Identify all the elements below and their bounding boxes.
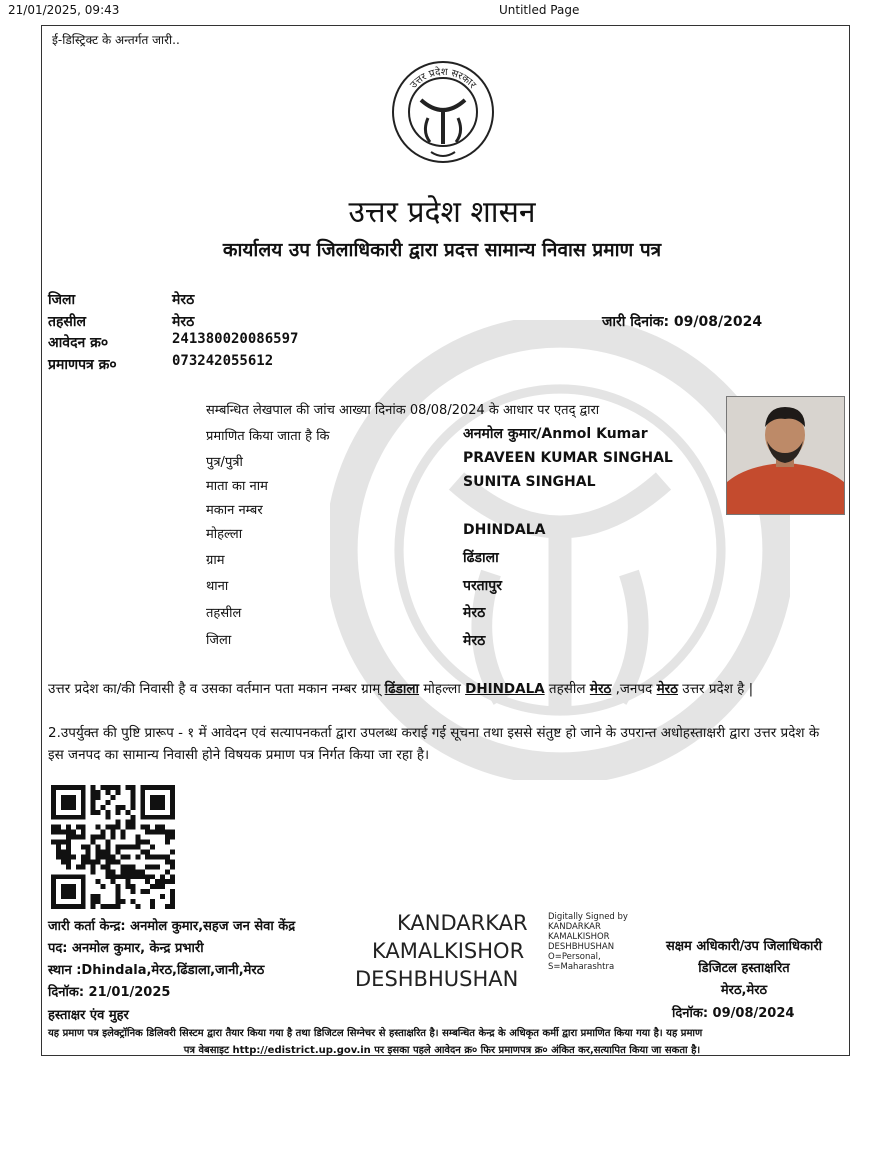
detail-value-mother: SUNITA SINGHAL xyxy=(463,474,596,490)
detail-label: जिला xyxy=(206,633,232,648)
verification-note-line1: यह प्रमाण पत्र इलेक्ट्रॉनिक डिलिवरी सिस्टम द्वारा तैयार किया गया है तथा डिजिटल सिग्नेचर से हस्ताक्षरित है। सम्बन्धित केन्द्र के अधिकृत कर्मी द्वारा प्रमाणित किया गया है। यह प्रमाण xyxy=(48,1028,703,1039)
certificate-subtitle: कार्यालय उप जिलाधिकारी द्वारा प्रदत्त सामान्य निवास प्रमाण पत्र xyxy=(222,239,662,261)
detail-value-tehsil: मेरठ xyxy=(463,605,486,621)
officer-location: मेरठ,मेरठ xyxy=(720,983,768,998)
person-photo-icon xyxy=(727,397,844,514)
sign-date: दिनॉक: 09/08/2024 xyxy=(672,1006,795,1021)
meta-certificate-value: 073242055612 xyxy=(172,353,274,369)
village-underlined: ढिंडाला xyxy=(384,681,420,697)
print-date: दिनॉक: 21/01/2025 xyxy=(48,985,171,1000)
digitally-signed-label: डिजिटल हस्ताक्षरित xyxy=(698,961,790,976)
residence-statement: उत्तर प्रदेश का/की निवासी है व उसका वर्तमान पता मकान नम्बर ग्राम् ढिंडाला मोहल्ला DHINDALA तहसील मेरठ ,जनपद मेरठ उत्तर प्रदेश है | xyxy=(48,681,754,697)
detail-label: ग्राम xyxy=(206,553,225,568)
competent-officer: सक्षम अधिकारी/उप जिलाधिकारी xyxy=(665,939,823,954)
meta-tehsil-value: मेरठ xyxy=(172,314,195,330)
detail-label: प्रमाणित किया जाता है कि xyxy=(206,429,330,444)
meta-application-label: आवेदन क्र० xyxy=(48,335,109,351)
mohalla-underlined: DHINDALA xyxy=(465,681,545,697)
issue-date: जारी दिनांक: 09/08/2024 xyxy=(602,314,763,330)
issuing-centre: जारी कर्ता केन्द्र: अनमोल कुमार,सहज जन सेवा केंद्र xyxy=(48,919,296,934)
issuer-post: पद: अनमोल कुमार, केन्द्र प्रभारी xyxy=(48,941,204,956)
verification-note-line2: पत्र वेबसाइट http://edistrict.up.gov.in पर इसका पहले आवेदन क्र० फिर प्रमाणपत्र क्र० अंकित कर,सत्यापित किया जा सकता है। xyxy=(183,1045,701,1056)
meta-certificate-label: प्रमाणपत्र क्र० xyxy=(48,357,117,373)
issued-under-note: ई-डिस्ट्रिक्ट के अन्तर्गत जारी.. xyxy=(52,33,180,47)
watermark-emblem-icon xyxy=(330,320,790,780)
signature-seal-label: हस्ताक्षर एंव मुहर xyxy=(48,1008,129,1023)
issue-place: स्थान :Dhindala,मेरठ,ढिंडाला,जानी,मेरठ xyxy=(48,963,265,978)
signer-name-line: KAMALKISHOR xyxy=(372,939,525,963)
district-underlined: मेरठ xyxy=(656,681,679,697)
detail-label: मोहल्ला xyxy=(206,527,243,542)
detail-label: थाना xyxy=(206,579,229,594)
detail-label: तहसील xyxy=(206,606,242,621)
up-government-emblem-icon xyxy=(388,52,498,170)
detail-value-mohalla: DHINDALA xyxy=(463,522,546,538)
meta-application-value: 241380020086597 xyxy=(172,331,299,347)
print-page-title: Untitled Page xyxy=(499,3,580,17)
government-title: उत्तर प्रदेश शासन xyxy=(348,195,536,230)
qr-code-icon xyxy=(51,785,175,909)
meta-district-label: जिला xyxy=(48,292,76,308)
signer-name-line: DESHBHUSHAN xyxy=(355,967,519,991)
detail-label: पुत्र/पुत्री xyxy=(206,455,243,470)
detail-value-parent: PRAVEEN KUMAR SINGHAL xyxy=(463,450,673,466)
meta-tehsil-label: तहसील xyxy=(48,314,86,330)
print-datetime: 21/01/2025, 09:43 xyxy=(8,3,120,17)
detail-value-name: अनमोल कुमार/Anmol Kumar xyxy=(463,426,648,442)
confirmation-statement: 2.उपर्युक्त की पुष्टि प्रारूप - १ में आवेदन एवं सत्यापनकर्ता द्वारा उपलब्ध कराई गई सूचना तथा इससे संतुष्ट हो जाने के उपरान्त अधोहस्ताक्षरी द्वारा उत्तर प्रदेश के इस जनपद का सामान्य निवासी होने विषयक प्रमाण पत्र निर्गत किया जा रहा है। xyxy=(48,725,820,763)
signer-name-line: KANDARKAR xyxy=(397,911,528,935)
applicant-photo xyxy=(726,396,845,515)
tehsil-underlined: मेरठ xyxy=(589,681,612,697)
detail-value-police-station: परतापुर xyxy=(463,578,502,594)
detail-label: मकान नम्बर xyxy=(206,503,263,518)
detail-value-district: मेरठ xyxy=(463,633,486,649)
detail-label: माता का नाम xyxy=(206,479,268,494)
svg-text:उत्तर प्रदेश सरकार: उत्तर प्रदेश सरकार xyxy=(408,66,478,91)
meta-district-value: मेरठ xyxy=(172,292,195,308)
detail-value-village: ढिंडाला xyxy=(463,550,499,566)
digital-signature-block: Digitally Signed by KANDARKAR KAMALKISHOR DESHBHUSHAN O=Personal, S=Maharashtra xyxy=(548,912,628,972)
intro-line: सम्बन्धित लेखपाल की जांच आख्या दिनांक 08/08/2024 के आधार पर एतद् द्वारा xyxy=(206,403,600,418)
